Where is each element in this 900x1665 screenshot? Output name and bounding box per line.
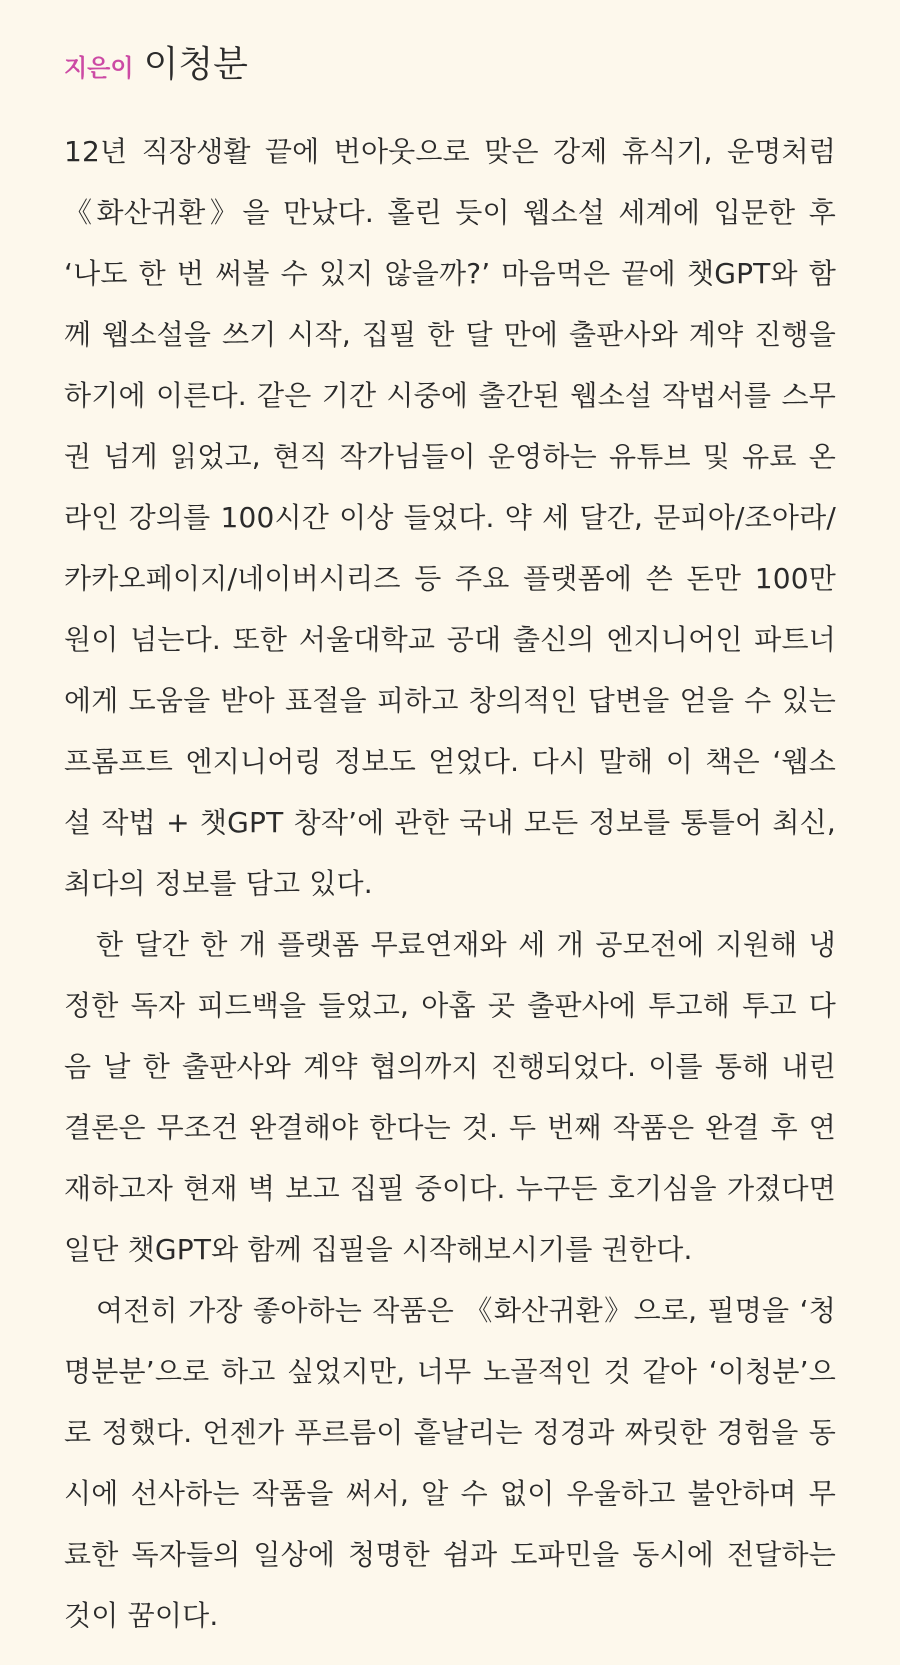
- author-name: 이청분: [143, 44, 248, 85]
- author-label: 지은이: [64, 54, 134, 82]
- bio-paragraph-3: 여전히 가장 좋아하는 작품은 《화산귀환》으로, 필명을 ‘청명분분’으로 하고 싶었지만, 너무 노골적인 것 같아 ‘이청분’으로 정했다. 언젠가 푸르름이 흩날리는 정경과 짜릿한 경험을 동시에 선사하는 작품을 써서, 알 수 없이 우울하고 불안하며 무료한 독자들의 일상에 청명한 쉼과 도파민을 동시에 전달하는 것이 꿈이다.: [64, 1294, 836, 1632]
- author-header: [64, 36, 836, 87]
- bio-paragraph-1: 12년 직장생활 끝에 번아웃으로 맞은 강제 휴식기, 운명처럼 《화산귀환》을 만났다. 홀린 듯이 웹소설 세계에 입문한 후 ‘나도 한 번 써볼 수 있지 않을까?’ 마음먹은 끝에 챗GPT와 함께 웹소설을 쓰기 시작, 집필 한 달 만에 출판사와 계약 진행을 하기에 이른다. 같은 기간 시중에 출간된 웹소설 작법서를 스무 권 넘게 읽었고, 현직 작가님들이 운영하는 유튜브 및 유료 온라인 강의를 100시간 이상 들었다. 약 세 달간, 문피아/조아라/카카오페이지/네이버시리즈 등 주요 플랫폼에 쓴 돈만 100만 원이 넘는다. 또한 서울대학교 공대 출신의 엔지니어인 파트너에게 도움을 받아 표절을 피하고 창의적인 답변을 얻을 수 있는 프롬프트 엔지니어링 정보도 얻었다. 다시 말해 이 책은 ‘웹소설 작법 + 챗GPT 창작’에 관한 국내 모든 정보를 통틀어 최신, 최다의 정보를 담고 있다.: [64, 135, 836, 900]
- author-bio-text: [64, 121, 836, 1646]
- bio-paragraph-2: 한 달간 한 개 플랫폼 무료연재와 세 개 공모전에 지원해 냉정한 독자 피드백을 들었고, 아홉 곳 출판사에 투고해 투고 다음 날 한 출판사와 계약 협의까지 진행되었다. 이를 통해 내린 결론은 무조건 완결해야 한다는 것. 두 번째 작품은 완결 후 연재하고자 현재 벽 보고 집필 중이다. 누구든 호기심을 가졌다면 일단 챗GPT와 함께 집필을 시작해보시기를 권한다.: [64, 928, 836, 1266]
